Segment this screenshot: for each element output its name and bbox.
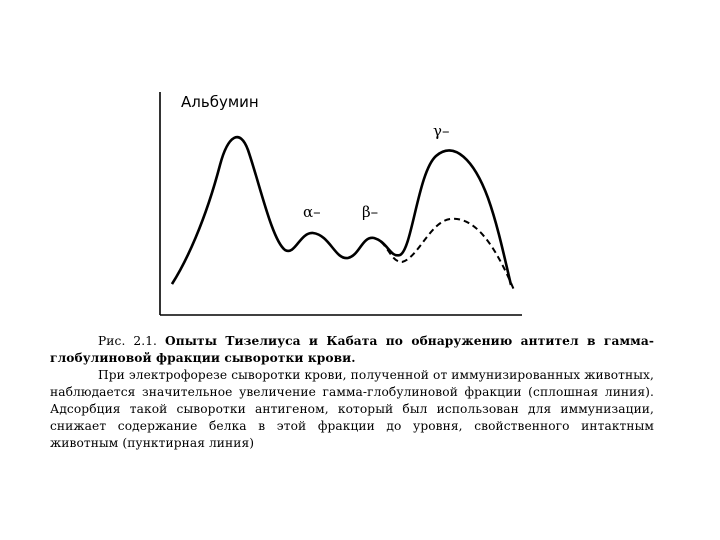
figure-number: Рис. 2.1. [98,334,158,348]
dashed-curve [172,137,514,290]
alpha-label: α– [303,203,321,221]
solid-curve [172,137,511,285]
figure-caption [50,333,654,452]
albumin-label: Альбумин [181,93,259,111]
figure-title: Опыты Тизелиуса и Кабата по обнаружению антител в гамма-глобулиновой фракции сыворотки крови. [50,334,654,365]
beta-label: β– [362,203,379,221]
gamma-label: γ– [433,122,450,140]
caption-heading [50,333,654,367]
caption-body: При электрофорезе сыворотки крови, полученной от иммунизированных животных, наблюдается значительное увеличение гамма-глобулиновой фракции (сплошная линия). Адсорбция такой сыворотки антигеном, который был использован для иммунизации, снижает содержание белка в этой фракции до уровня, свойственного интактным животным (пунктирная линия) [50,368,654,450]
